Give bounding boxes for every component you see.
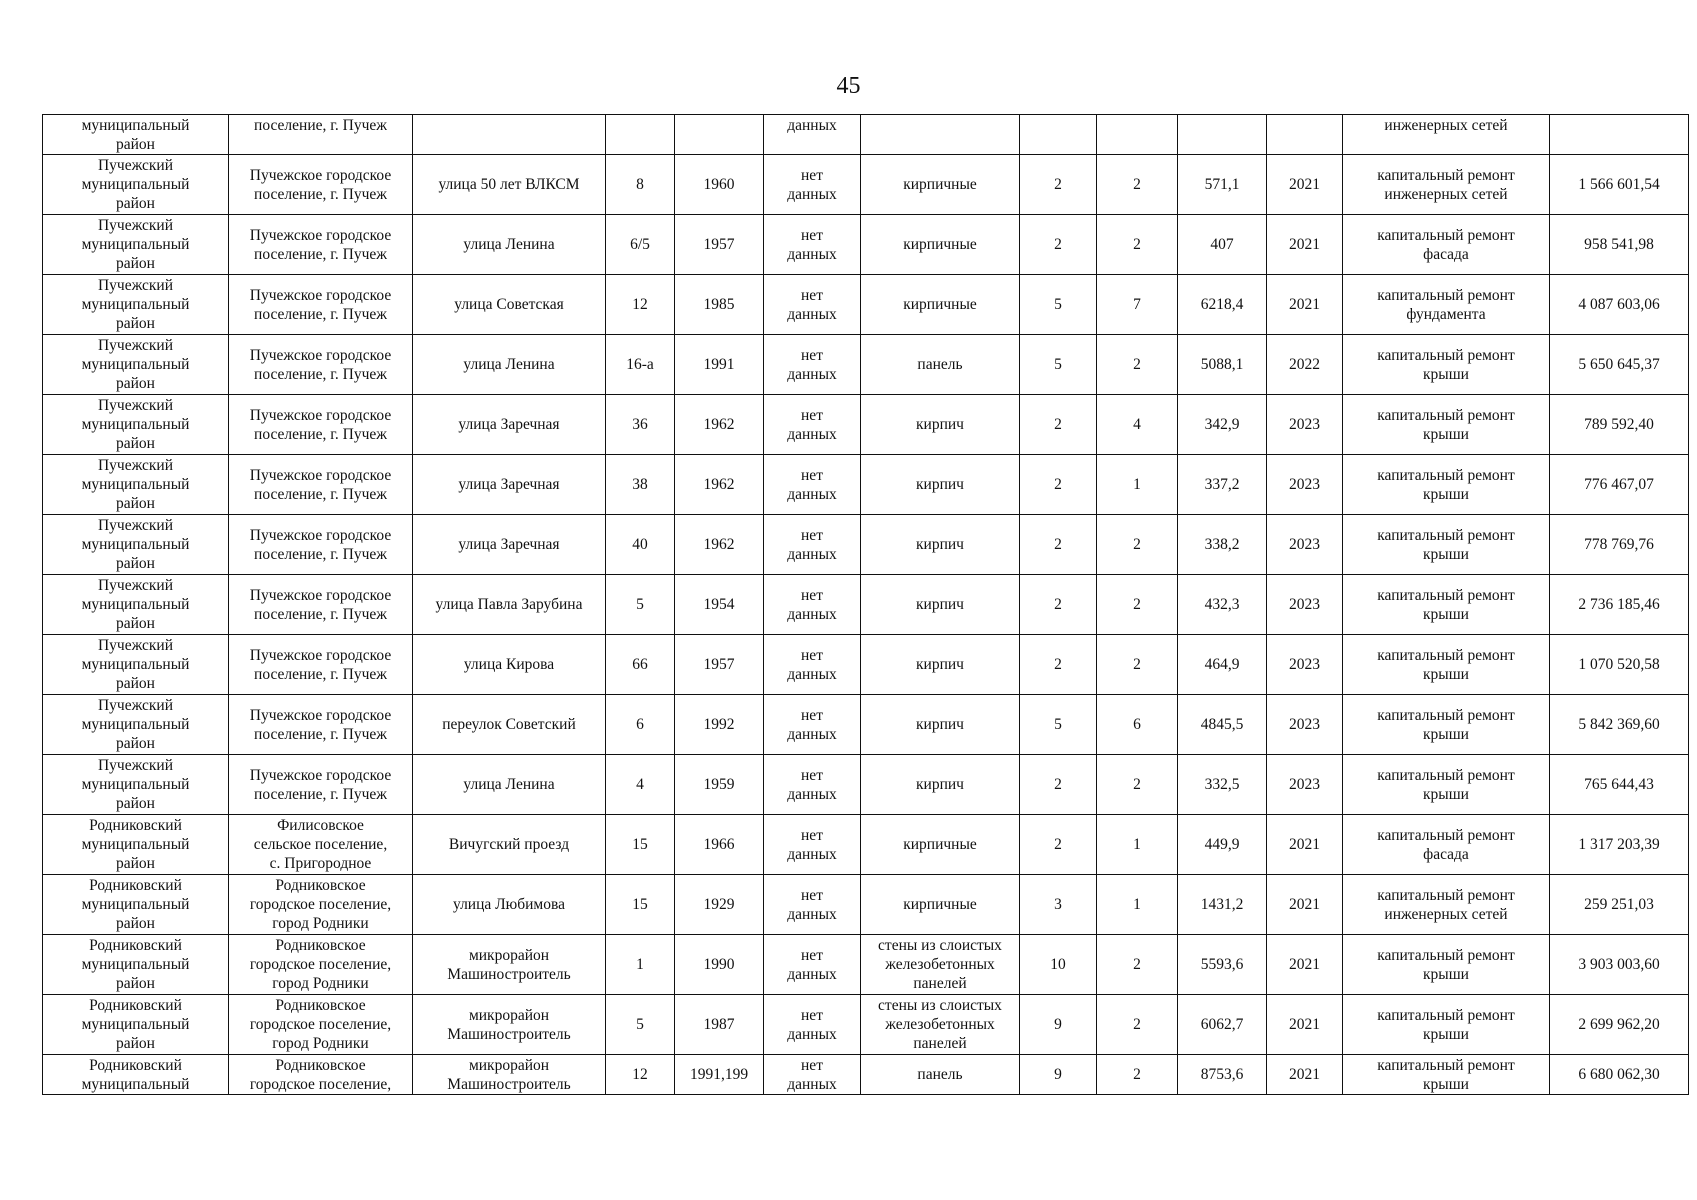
cell-district: Пучежский муниципальный район xyxy=(43,155,229,215)
cell-entrances xyxy=(1097,115,1178,155)
cell-wall-material xyxy=(861,115,1020,155)
cell-wall-material: кирпич xyxy=(861,695,1020,755)
cell-settlement: поселение, г. Пучеж xyxy=(229,115,413,155)
housing-repair-table xyxy=(42,114,1689,1095)
cell-area: 342,9 xyxy=(1178,395,1267,455)
cell-floors: 2 xyxy=(1020,515,1097,575)
cell-area: 432,3 xyxy=(1178,575,1267,635)
cell-house-number: 6/5 xyxy=(606,215,675,275)
cell-street: Вичугский проезд xyxy=(413,815,606,875)
cell-wall-material: стены из слоистых железобетонных панелей xyxy=(861,995,1020,1055)
cell-house-number: 6 xyxy=(606,695,675,755)
cell-cost: 259 251,03 xyxy=(1550,875,1689,935)
cell-work-type: капитальный ремонт инженерных сетей xyxy=(1343,875,1550,935)
table-row xyxy=(43,575,1689,635)
cell-year-built: 1962 xyxy=(675,455,764,515)
cell-settlement: Пучежское городское поселение, г. Пучеж xyxy=(229,695,413,755)
cell-work-type: капитальный ремонт крыши xyxy=(1343,335,1550,395)
cell-settlement: Пучежское городское поселение, г. Пучеж xyxy=(229,755,413,815)
cell-street: улица Кирова xyxy=(413,635,606,695)
cell-year-built: 1966 xyxy=(675,815,764,875)
cell-plan-year: 2021 xyxy=(1267,155,1343,215)
cell-year-built: 1991,199 xyxy=(675,1055,764,1095)
cell-house-number: 12 xyxy=(606,1055,675,1095)
cell-floors: 2 xyxy=(1020,755,1097,815)
cell-settlement: Пучежское городское поселение, г. Пучеж xyxy=(229,215,413,275)
cell-street: микрорайон Машиностроитель xyxy=(413,935,606,995)
cell-cost: 3 903 003,60 xyxy=(1550,935,1689,995)
cell-year-built: 1991 xyxy=(675,335,764,395)
cell-year-repair: нет данных xyxy=(764,335,861,395)
cell-year-built: 1954 xyxy=(675,575,764,635)
cell-cost: 1 070 520,58 xyxy=(1550,635,1689,695)
cell-floors: 5 xyxy=(1020,335,1097,395)
cell-wall-material: кирпич xyxy=(861,755,1020,815)
cell-settlement: Пучежское городское поселение, г. Пучеж xyxy=(229,575,413,635)
cell-district: Родниковский муниципальный xyxy=(43,1055,229,1095)
cell-district: Пучежский муниципальный район xyxy=(43,335,229,395)
cell-work-type: капитальный ремонт крыши xyxy=(1343,995,1550,1055)
cell-wall-material: кирпичные xyxy=(861,275,1020,335)
cell-work-type: капитальный ремонт инженерных сетей xyxy=(1343,155,1550,215)
cell-cost: 776 467,07 xyxy=(1550,455,1689,515)
cell-area: 571,1 xyxy=(1178,155,1267,215)
cell-wall-material: кирпичные xyxy=(861,155,1020,215)
cell-year-repair: нет данных xyxy=(764,1055,861,1095)
cell-entrances: 2 xyxy=(1097,995,1178,1055)
cell-entrances: 4 xyxy=(1097,395,1178,455)
cell-year-repair: нет данных xyxy=(764,755,861,815)
cell-plan-year: 2023 xyxy=(1267,455,1343,515)
cell-settlement: Пучежское городское поселение, г. Пучеж xyxy=(229,275,413,335)
cell-street: улица Любимова xyxy=(413,875,606,935)
cell-year-repair: нет данных xyxy=(764,275,861,335)
cell-district: Пучежский муниципальный район xyxy=(43,395,229,455)
table-row xyxy=(43,515,1689,575)
cell-floors: 9 xyxy=(1020,995,1097,1055)
cell-floors: 3 xyxy=(1020,875,1097,935)
cell-year-repair: данных xyxy=(764,115,861,155)
cell-year-built: 1987 xyxy=(675,995,764,1055)
cell-year-repair: нет данных xyxy=(764,935,861,995)
cell-work-type: капитальный ремонт крыши xyxy=(1343,1055,1550,1095)
cell-work-type: капитальный ремонт крыши xyxy=(1343,575,1550,635)
cell-year-built: 1959 xyxy=(675,755,764,815)
cell-house-number: 12 xyxy=(606,275,675,335)
cell-area: 6218,4 xyxy=(1178,275,1267,335)
cell-floors: 5 xyxy=(1020,275,1097,335)
cell-street: улица Советская xyxy=(413,275,606,335)
cell-year-repair: нет данных xyxy=(764,815,861,875)
cell-cost: 2 699 962,20 xyxy=(1550,995,1689,1055)
cell-wall-material: кирпичные xyxy=(861,215,1020,275)
cell-plan-year: 2021 xyxy=(1267,815,1343,875)
cell-area: 1431,2 xyxy=(1178,875,1267,935)
cell-plan-year: 2021 xyxy=(1267,1055,1343,1095)
table-row xyxy=(43,695,1689,755)
cell-wall-material: кирпич xyxy=(861,635,1020,695)
page-number: 45 xyxy=(836,73,861,99)
table-row xyxy=(43,335,1689,395)
cell-work-type: капитальный ремонт крыши xyxy=(1343,755,1550,815)
cell-area: 464,9 xyxy=(1178,635,1267,695)
cell-year-built: 1957 xyxy=(675,635,764,695)
cell-plan-year: 2023 xyxy=(1267,395,1343,455)
cell-area: 5088,1 xyxy=(1178,335,1267,395)
cell-street: микрорайон Машиностроитель xyxy=(413,995,606,1055)
cell-settlement: Филисовское сельское поселение, с. Пригородное xyxy=(229,815,413,875)
cell-cost: 2 736 185,46 xyxy=(1550,575,1689,635)
cell-house-number: 16-а xyxy=(606,335,675,395)
cell-work-type: капитальный ремонт фасада xyxy=(1343,215,1550,275)
cell-street: переулок Советский xyxy=(413,695,606,755)
cell-settlement: Пучежское городское поселение, г. Пучеж xyxy=(229,155,413,215)
cell-year-built: 1962 xyxy=(675,395,764,455)
cell-wall-material: кирпичные xyxy=(861,875,1020,935)
cell-cost: 765 644,43 xyxy=(1550,755,1689,815)
cell-entrances: 2 xyxy=(1097,575,1178,635)
cell-year-built xyxy=(675,115,764,155)
cell-year-built: 1957 xyxy=(675,215,764,275)
cell-plan-year: 2021 xyxy=(1267,875,1343,935)
table-row xyxy=(43,935,1689,995)
cell-year-repair: нет данных xyxy=(764,995,861,1055)
cell-district: Пучежский муниципальный район xyxy=(43,275,229,335)
table-row xyxy=(43,215,1689,275)
cell-district: Пучежский муниципальный район xyxy=(43,755,229,815)
cell-entrances: 1 xyxy=(1097,455,1178,515)
cell-entrances: 7 xyxy=(1097,275,1178,335)
cell-floors: 9 xyxy=(1020,1055,1097,1095)
cell-area: 5593,6 xyxy=(1178,935,1267,995)
cell-wall-material: кирпич xyxy=(861,395,1020,455)
cell-area xyxy=(1178,115,1267,155)
cell-cost: 5 650 645,37 xyxy=(1550,335,1689,395)
cell-work-type: капитальный ремонт фасада xyxy=(1343,815,1550,875)
table-row xyxy=(43,155,1689,215)
cell-year-built: 1929 xyxy=(675,875,764,935)
cell-area: 332,5 xyxy=(1178,755,1267,815)
cell-area: 6062,7 xyxy=(1178,995,1267,1055)
cell-area: 407 xyxy=(1178,215,1267,275)
cell-street: улица Заречная xyxy=(413,395,606,455)
cell-settlement: Родниковское городское поселение, город Родники xyxy=(229,875,413,935)
cell-wall-material: панель xyxy=(861,335,1020,395)
cell-street: улица Павла Зарубина xyxy=(413,575,606,635)
cell-plan-year: 2023 xyxy=(1267,695,1343,755)
cell-wall-material: стены из слоистых железобетонных панелей xyxy=(861,935,1020,995)
cell-floors: 2 xyxy=(1020,815,1097,875)
cell-settlement: Родниковское городское поселение, город Родники xyxy=(229,935,413,995)
cell-district: Родниковский муниципальный район xyxy=(43,875,229,935)
cell-wall-material: кирпичные xyxy=(861,815,1020,875)
cell-house-number: 4 xyxy=(606,755,675,815)
cell-year-built: 1960 xyxy=(675,155,764,215)
cell-wall-material: панель xyxy=(861,1055,1020,1095)
cell-entrances: 2 xyxy=(1097,155,1178,215)
cell-year-built: 1992 xyxy=(675,695,764,755)
cell-settlement: Пучежское городское поселение, г. Пучеж xyxy=(229,515,413,575)
cell-plan-year: 2023 xyxy=(1267,635,1343,695)
cell-floors: 2 xyxy=(1020,575,1097,635)
cell-year-repair: нет данных xyxy=(764,455,861,515)
cell-house-number: 38 xyxy=(606,455,675,515)
cell-district: муниципальный район xyxy=(43,115,229,155)
cell-area: 8753,6 xyxy=(1178,1055,1267,1095)
cell-entrances: 2 xyxy=(1097,335,1178,395)
cell-year-repair: нет данных xyxy=(764,515,861,575)
cell-house-number: 66 xyxy=(606,635,675,695)
cell-district: Родниковский муниципальный район xyxy=(43,995,229,1055)
cell-work-type: инженерных сетей xyxy=(1343,115,1550,155)
cell-wall-material: кирпич xyxy=(861,455,1020,515)
cell-year-repair: нет данных xyxy=(764,395,861,455)
cell-plan-year: 2023 xyxy=(1267,515,1343,575)
cell-cost: 4 087 603,06 xyxy=(1550,275,1689,335)
cell-area: 337,2 xyxy=(1178,455,1267,515)
cell-district: Пучежский муниципальный район xyxy=(43,515,229,575)
cell-entrances: 2 xyxy=(1097,935,1178,995)
cell-floors: 10 xyxy=(1020,935,1097,995)
cell-year-repair: нет данных xyxy=(764,695,861,755)
cell-plan-year: 2021 xyxy=(1267,275,1343,335)
cell-house-number: 15 xyxy=(606,875,675,935)
cell-year-repair: нет данных xyxy=(764,575,861,635)
cell-house-number: 1 xyxy=(606,935,675,995)
cell-cost: 1 317 203,39 xyxy=(1550,815,1689,875)
cell-settlement: Пучежское городское поселение, г. Пучеж xyxy=(229,455,413,515)
cell-year-repair: нет данных xyxy=(764,215,861,275)
cell-cost: 6 680 062,30 xyxy=(1550,1055,1689,1095)
cell-house-number xyxy=(606,115,675,155)
cell-district: Пучежский муниципальный район xyxy=(43,635,229,695)
cell-house-number: 8 xyxy=(606,155,675,215)
cell-work-type: капитальный ремонт фундамента xyxy=(1343,275,1550,335)
table-row xyxy=(43,275,1689,335)
cell-entrances: 2 xyxy=(1097,215,1178,275)
table-row xyxy=(43,395,1689,455)
cell-work-type: капитальный ремонт крыши xyxy=(1343,395,1550,455)
cell-entrances: 1 xyxy=(1097,875,1178,935)
cell-street: улица 50 лет ВЛКСМ xyxy=(413,155,606,215)
cell-year-built: 1985 xyxy=(675,275,764,335)
cell-house-number: 40 xyxy=(606,515,675,575)
cell-street: улица Заречная xyxy=(413,455,606,515)
cell-settlement: Пучежское городское поселение, г. Пучеж xyxy=(229,395,413,455)
cell-work-type: капитальный ремонт крыши xyxy=(1343,515,1550,575)
cell-work-type: капитальный ремонт крыши xyxy=(1343,935,1550,995)
cell-floors: 2 xyxy=(1020,635,1097,695)
cell-plan-year: 2021 xyxy=(1267,995,1343,1055)
cell-year-built: 1962 xyxy=(675,515,764,575)
cell-work-type: капитальный ремонт крыши xyxy=(1343,635,1550,695)
cell-floors: 2 xyxy=(1020,455,1097,515)
cell-plan-year: 2022 xyxy=(1267,335,1343,395)
cell-year-repair: нет данных xyxy=(764,635,861,695)
cell-street xyxy=(413,115,606,155)
cell-district: Пучежский муниципальный район xyxy=(43,695,229,755)
cell-cost xyxy=(1550,115,1689,155)
cell-floors: 2 xyxy=(1020,395,1097,455)
cell-district: Родниковский муниципальный район xyxy=(43,935,229,995)
cell-district: Пучежский муниципальный район xyxy=(43,575,229,635)
table-row xyxy=(43,755,1689,815)
cell-entrances: 6 xyxy=(1097,695,1178,755)
cell-settlement: Пучежское городское поселение, г. Пучеж xyxy=(229,635,413,695)
cell-district: Родниковский муниципальный район xyxy=(43,815,229,875)
cell-settlement: Пучежское городское поселение, г. Пучеж xyxy=(229,335,413,395)
cell-work-type: капитальный ремонт крыши xyxy=(1343,695,1550,755)
cell-house-number: 15 xyxy=(606,815,675,875)
table-row xyxy=(43,635,1689,695)
cell-work-type: капитальный ремонт крыши xyxy=(1343,455,1550,515)
cell-district: Пучежский муниципальный район xyxy=(43,215,229,275)
cell-cost: 1 566 601,54 xyxy=(1550,155,1689,215)
cell-cost: 778 769,76 xyxy=(1550,515,1689,575)
cell-plan-year: 2023 xyxy=(1267,755,1343,815)
cell-entrances: 2 xyxy=(1097,1055,1178,1095)
table-row xyxy=(43,815,1689,875)
cell-settlement: Родниковское городское поселение, город Родники xyxy=(229,995,413,1055)
cell-street: улица Ленина xyxy=(413,215,606,275)
cell-district: Пучежский муниципальный район xyxy=(43,455,229,515)
table-body xyxy=(43,115,1689,1095)
cell-year-repair: нет данных xyxy=(764,155,861,215)
cell-area: 4845,5 xyxy=(1178,695,1267,755)
cell-house-number: 36 xyxy=(606,395,675,455)
cell-floors: 5 xyxy=(1020,695,1097,755)
cell-street: улица Заречная xyxy=(413,515,606,575)
cell-house-number: 5 xyxy=(606,995,675,1055)
table-row xyxy=(43,455,1689,515)
cell-plan-year: 2021 xyxy=(1267,935,1343,995)
cell-floors: 2 xyxy=(1020,155,1097,215)
cell-area: 338,2 xyxy=(1178,515,1267,575)
cell-plan-year xyxy=(1267,115,1343,155)
table-row xyxy=(43,995,1689,1055)
cell-area: 449,9 xyxy=(1178,815,1267,875)
cell-entrances: 1 xyxy=(1097,815,1178,875)
cell-floors xyxy=(1020,115,1097,155)
cell-street: улица Ленина xyxy=(413,755,606,815)
cell-plan-year: 2023 xyxy=(1267,575,1343,635)
cell-entrances: 2 xyxy=(1097,635,1178,695)
cell-entrances: 2 xyxy=(1097,515,1178,575)
cell-street: улица Ленина xyxy=(413,335,606,395)
table-row xyxy=(43,875,1689,935)
cell-floors: 2 xyxy=(1020,215,1097,275)
cell-cost: 958 541,98 xyxy=(1550,215,1689,275)
cell-street: микрорайон Машиностроитель xyxy=(413,1055,606,1095)
cell-entrances: 2 xyxy=(1097,755,1178,815)
cell-plan-year: 2021 xyxy=(1267,215,1343,275)
table-row xyxy=(43,1055,1689,1095)
cell-house-number: 5 xyxy=(606,575,675,635)
cell-year-built: 1990 xyxy=(675,935,764,995)
cell-settlement: Родниковское городское поселение, xyxy=(229,1055,413,1095)
table-row xyxy=(43,115,1689,155)
cell-cost: 5 842 369,60 xyxy=(1550,695,1689,755)
cell-wall-material: кирпич xyxy=(861,575,1020,635)
cell-year-repair: нет данных xyxy=(764,875,861,935)
cell-cost: 789 592,40 xyxy=(1550,395,1689,455)
cell-wall-material: кирпич xyxy=(861,515,1020,575)
